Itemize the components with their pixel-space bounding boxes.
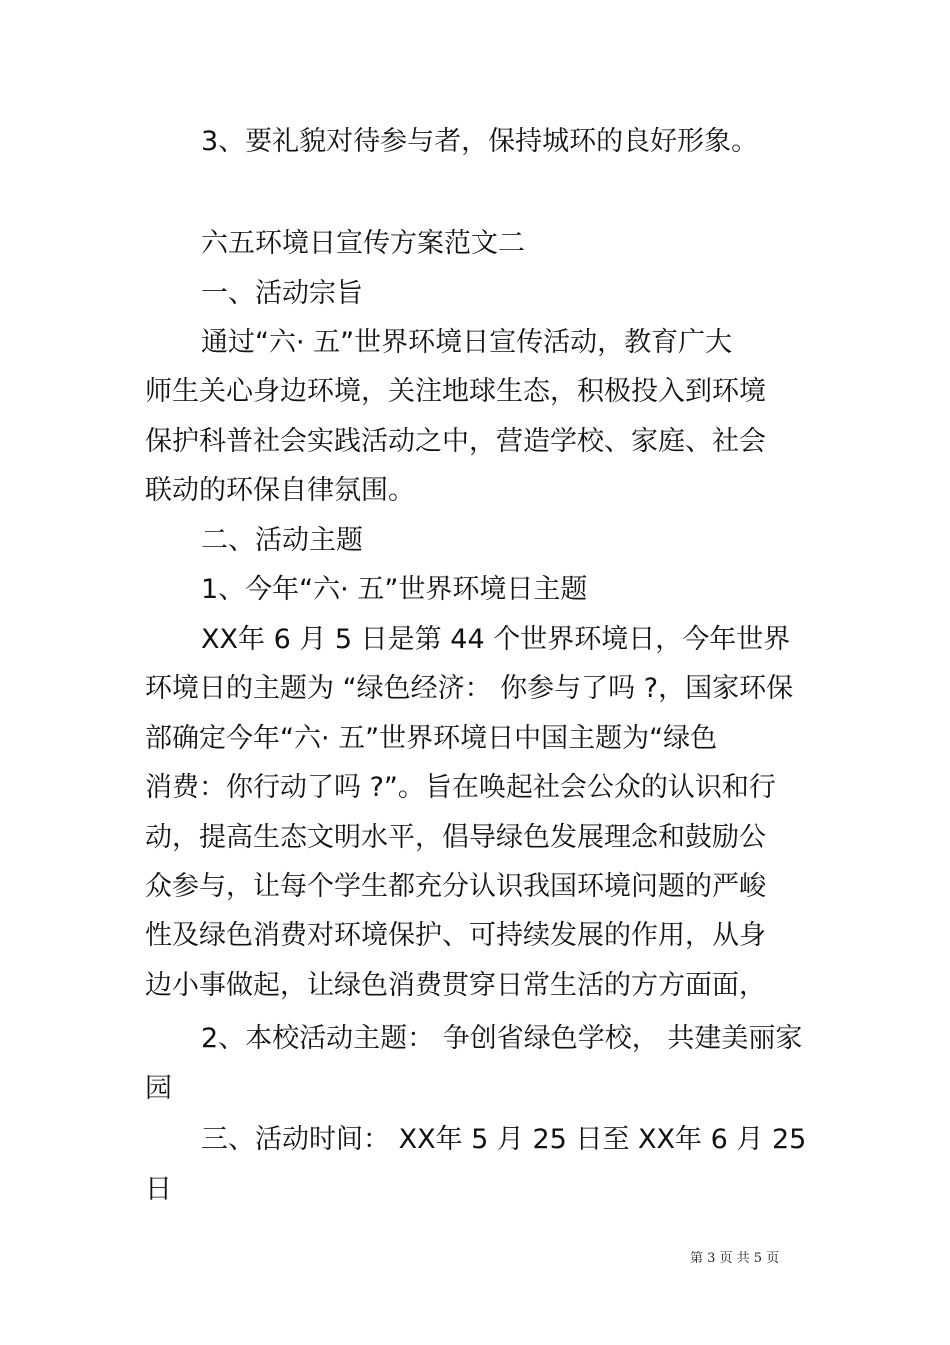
paragraph-line: 园 (145, 1073, 172, 1104)
heading-purpose: 一、活动宗旨 (201, 278, 363, 309)
paragraph-line: XX年 6 月 5 日是第 44 个世界环境日，今年世界 (201, 624, 791, 655)
page-number-footer: 第 3 页 共 5 页 (690, 1251, 780, 1266)
paragraph-line: 环境日的主题为 “绿色经济： 你参与了吗 ?，国家环保 (145, 673, 794, 704)
paragraph-line: 日 (145, 1174, 172, 1205)
subheading-theme-1: 1、今年“六· 五”世界环境日主题 (201, 574, 588, 605)
paragraph-line: 性及绿色消费对环境保护、可持续发展的作用，从身 (145, 920, 766, 951)
paragraph-line: 部确定今年“六· 五”世界环境日中国主题为“绿色 (145, 723, 718, 754)
paragraph-line: 消费：你行动了吗 ?”。旨在唤起社会公众的认识和行 (145, 772, 776, 803)
heading-theme: 二、活动主题 (201, 525, 363, 556)
paragraph-line: 众参与，让每个学生都充分认识我国环境问题的严峻 (145, 871, 766, 902)
section-title: 六五环境日宣传方案范文二 (201, 228, 525, 259)
paragraph-line: 通过“六· 五”世界环境日宣传活动，教育广大 (201, 327, 733, 358)
paragraph-line: 3、要礼貌对待参与者，保持城环的良好形象。 (201, 126, 759, 157)
subheading-theme-2: 2、本校活动主题： 争创省绿色学校， 共建美丽家 (201, 1023, 803, 1054)
paragraph-line: 联动的环保自律氛围。 (145, 475, 415, 506)
heading-time: 三、活动时间： XX年 5 月 25 日至 XX年 6 月 25 (201, 1124, 807, 1155)
paragraph-line: 动，提高生态文明水平，倡导绿色发展理念和鼓励公 (145, 822, 766, 853)
paragraph-line: 边小事做起，让绿色消费贯穿日常生活的方方面面， (145, 970, 766, 1001)
paragraph-line: 保护科普社会实践活动之中，营造学校、家庭、社会 (145, 426, 766, 457)
paragraph-line: 师生关心身边环境，关注地球生态，积极投入到环境 (145, 376, 766, 407)
